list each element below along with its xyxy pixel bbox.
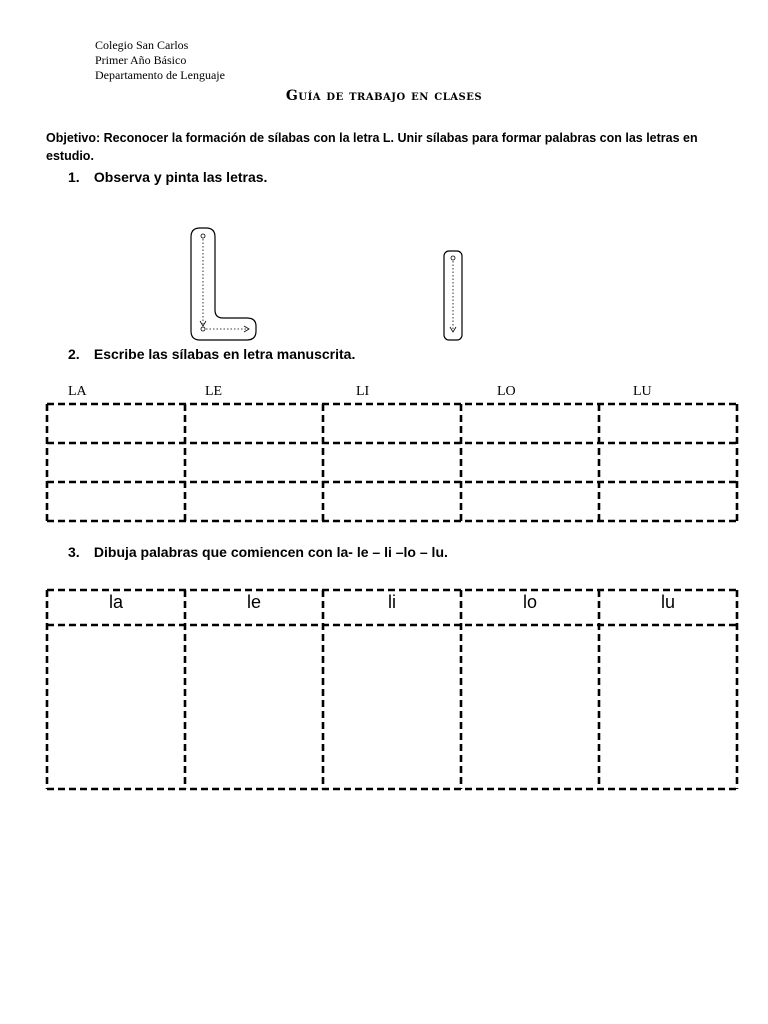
syllable-label-le: LE [205,384,223,399]
syllable-label-lo: LO [497,384,516,399]
step-3-text: Dibuja palabras que comiencen con la- le – li –lo – lu. [93,544,448,560]
drawing-header-lu: lu [660,592,675,612]
school-name: Colegio San Carlos [95,38,189,52]
objective-text: Objetivo: Reconocer la formación de sílabas con la letra L. Unir sílabas para formar palabras con las letras en estudio. [46,131,698,163]
syllable-label-li: LI [356,384,370,399]
drawing-header-li: li [388,592,396,612]
drawing-cell[interactable] [599,625,737,789]
drawing-cell[interactable] [461,625,599,789]
step-2-text: Escribe las sílabas en letra manuscrita. [93,346,356,362]
step-1-number: 1. [68,169,80,185]
department-name: Departamento de Lenguaje [95,68,225,82]
drawing-cell[interactable] [323,625,461,789]
drawing-header-le: le [246,592,261,612]
step-1-text: Observa y pinta las letras. [93,169,268,185]
syllable-label-lu: LU [633,384,652,399]
drawing-header-la: la [108,592,123,612]
drawing-header-lo: lo [522,592,537,612]
step-2-number: 2. [68,346,80,362]
syllable-label-la: LA [68,384,87,399]
drawing-cell[interactable] [47,625,185,789]
grade-name: Primer Año Básico [95,53,187,67]
page-title: Guía de trabajo en clases [285,88,483,104]
step-3-number: 3. [68,544,80,560]
drawing-cell[interactable] [185,625,323,789]
